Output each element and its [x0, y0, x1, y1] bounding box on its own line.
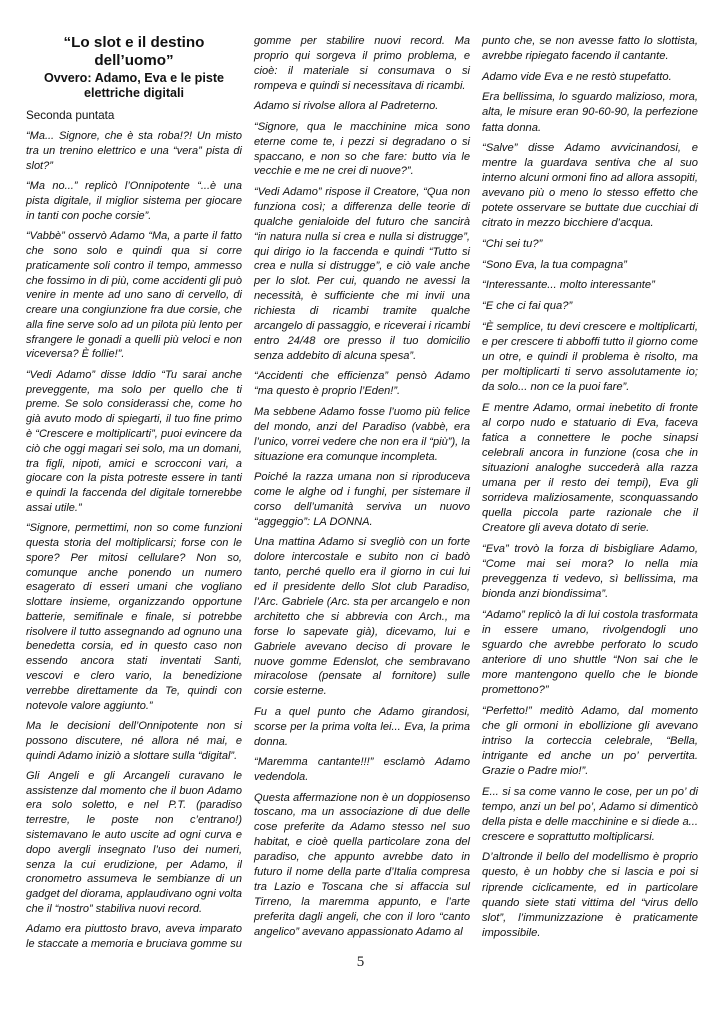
paragraph: “Vedi Adamo” rispose il Creatore, “Qua non funziona così; a differenza delle teorie di qualche genialoide del futuro che sancirà “in natura nulla si crea e nulla si distrugge”, qui dirigo io la faccenda e quindi “Tutto si crea e nulla si distrugge”, e ciò vale anche per lo slot. Per cui, quando ne avessi la necessità, è sufficiente che mi invii una richiesta di ricambi tramite qualche arcangelo di passaggio, e riceverai i ricambi entro 24/48 ore presso il tuo domicilio senza addebito di alcuna spesa”.	[254, 185, 470, 362]
paragraph: E mentre Adamo, ormai inebetito di fronte al corpo nudo e statuario di Eva, faceva fatica a connettere le poche sinapsi celebrali ancora in funzione (cosa che in situazioni analoghe succederà alla razza umana per il resto dei tempi), Eva gli sorrideva maliziosamente, sconquassando quella piccola parte razionale che il Creatore gli aveva dotato di serie.	[482, 401, 698, 535]
paragraph: “Chi sei tu?”	[482, 238, 543, 251]
paragraph: Adamo vide Eva e ne restò stupefatto.	[482, 70, 672, 83]
paragraph: “Eva” trovò la forza di bisbigliare Adamo, “Come mai sei mora? Io nella mia preveggenza ti vedevo, sì bellissima, ma bionda anzi biondissima”.	[482, 542, 698, 600]
paragraph: “È semplice, tu devi crescere e moltiplicarti, e per crescere ti abboffi tutto il giorno come un otre, e quindi il problema è risolto, ma per moltiplicarti ti servo assolutamente io; da solo... non ce la puoi fare”.	[482, 320, 698, 393]
paragraph: “Vabbè” osservò Adamo “Ma, a parte il fatto che sono solo e quindi qua si corre praticamente soli contro il tempo, ammesso che fossimo in di più, come accidenti gli può venire in mente ad uno sano di cervello, di creare una congiunzione fra due corsie, che alla fine serve solo ad un pilota più lento per sfrangere le gonadi a quelli più veloci e non viceversa? È follie!”.	[26, 230, 242, 361]
article-subtitle: Ovvero: Adamo, Eva e le piste elettriche digitali	[43, 70, 225, 101]
paragraph: Una mattina Adamo si svegliò con un forte dolore intercostale e subito non ci badò tanto, perché quello era il giorno in cui lui ed il presidente dello Slot club Paradiso, l’Arc. Gabriele (Arc. sta per arcangelo e non architetto che si abbrevia con Arch., ma forse lo sapevate già), dicevamo, lui e Gabriele avevano deciso di provare le nuove gomme Edenslot, che sembravano miracolose (pensate al fornitore) sulle corsie esterne.	[254, 536, 470, 698]
paragraph: “Ma... Signore, che è sta roba!?! Un misto tra un trenino elettrico e una “vera” pista di slot?”	[26, 130, 242, 172]
paragraph: “Signore, qua le macchinine mica sono eterne come te, i pezzi si degradano o si spaccano, e non so che fare: butto via le vecchie e me ne crei di nuove?”.	[254, 120, 470, 178]
paragraph: punto che, se non avesse fatto lo slottista, avrebbe ripiegato facendo il cantante.	[482, 35, 698, 63]
paragraph: Adamo si rivolse allora al Padreterno.	[254, 100, 439, 113]
column-2	[254, 34, 470, 956]
paragraph: Ma sebbene Adamo fosse l’uomo più felice del mondo, anzi del Paradiso (vabbè, era l’unico, vorrei vedere che non era il “più”), la situazione era comunque incompleta.	[254, 405, 470, 463]
paragraph: Adamo era piuttosto bravo, aveva imparato le staccate a memoria e bruciava gomme su	[26, 923, 242, 951]
paragraph: D’altronde il bello del modellismo è proprio questo, è un hobby che si lascia e poi si riprende ciclicamente, ed in particolare quando siete stati vittima del “virus dello slot”, l’immunizzazione è praticamente impossibile.	[482, 851, 698, 939]
paragraph: “Perfetto!” meditò Adamo, dal momento che gli ormoni in ebollizione gli avevano intriso la corteccia celebrale, “Bella, intrigante ed anche un po’ pervertita. Grazie o Padre mio!”.	[482, 704, 698, 777]
paragraph: “Interessante... molto interessante”	[482, 279, 655, 292]
paragraph: “Adamo” replicò la di lui costola trasformata in essere umano, rivolgendogli uno sguardo che avrebbe perforato lo scudo anteriore di uno shuttle “Non sai che le more mantengono quello che le bionde promettono?”	[482, 608, 698, 696]
paragraph: “Vedi Adamo” disse Iddio “Tu sarai anche preveggente, ma solo per quello che ti preme. Se solo considerassi che, come ho già avuto modo di spiegarti, il tuo fine primo è “Crescere e moltiplicarti”, puoi evincere da ciò che oggi magari sei solo, ma un domani, tra figli, nipoti, amici e scrocconi vari, a giocare con la pista potreste essere in tanti e quindi la faccenda del digitale tornerebbe assai utile.”	[26, 368, 242, 514]
paragraph: Ma le decisioni dell’Onnipotente non si possono discutere, né allora né mai, e quindi Adamo iniziò a slottare sulla “digital”.	[26, 719, 242, 762]
article-title: “Lo slot e il destino dell’uomo”	[63, 34, 205, 69]
paragraph: Era bellissima, lo sguardo malizioso, mora, alta, le misure eran 90-60-90, la perfezione fatta donna.	[482, 91, 698, 134]
paragraph: “Ma no...” replicò l’Onnipotente “...è una pista digitale, il miglior sistema per giocare in tanti con poche corsie”.	[26, 180, 242, 222]
paragraph: “Salve” disse Adamo avvicinandosi, e mentre la guardava sentiva che al suo interno alcuni ormoni fino ad allora assopiti, avevano più o meno lo stesso effetto che potete osservare se buttate due cucchiai di citrato in mezzo bicchiere d’acqua.	[482, 142, 698, 230]
paragraph: Questa affermazione non è un doppiosenso toscano, ma un associazione di due delle cose preferite da Adamo stesso nel suo habitat, e cioè quella particolare zona del paradiso, che appunto avrebbe dato in futuro il nome della parte d’Italia compresa tra Lazio e Toscana che si affaccia sul Tirreno, la maremma appunto, e l’arte preferita dagli angeli, che con il loro “canto angelico” avevano appassionato Adamo al	[254, 791, 470, 938]
article-page	[26, 34, 698, 956]
paragraph: “Accidenti che efficienza” pensò Adamo “ma questo è proprio l’Eden!”.	[254, 370, 470, 398]
paragraph: Gli Angeli e gli Arcangeli curavano le assistenze dal momento che il buon Adamo era solo soletto, e nel P.T. (paradiso terrestre, le poste non c’entrano!) sistemavano le auto uscite ad ogni curva e dopo avergli insegnato l’uso dei numeri, senza la cui erudizione, per Adamo, il cronometro assumeva le sembianze di un gadget del diorama, applaudivano ogni volta che il “nostro” stabiliva nuovi record.	[26, 769, 242, 915]
paragraph: gomme per stabilire nuovi record. Ma proprio qui sorgeva il primo problema, e cioè: il materiale si consumava o si rompeva e quindi si necessitava di ricambi.	[254, 35, 470, 92]
column-1	[26, 34, 242, 956]
paragraph: Fu a quel punto che Adamo girandosi, scorse per la prima volta lei... Eva, la prima donna.	[254, 705, 470, 748]
paragraph: “E che ci fai qua?”	[482, 300, 573, 313]
paragraph: Poiché la razza umana non si riproduceva come le alghe od i funghi, per sistemare il corso dell’umanità serviva un nuovo “aggeggio”: LA DONNA.	[254, 471, 470, 528]
paragraph: “Maremma cantante!!!” esclamò Adamo vedendola.	[254, 756, 470, 784]
paragraph: E... si sa come vanno le cose, per un po’ di tempo, anzi un bel po’, Adamo si dimenticò della pista e delle macchinine e si diede a... crescere e soprattutto moltiplicarsi.	[482, 785, 698, 843]
section-label: Seconda puntata	[26, 108, 115, 122]
page-number: 5	[356, 954, 365, 970]
column-3	[482, 34, 698, 956]
paragraph: “Signore, permettimi, non so come funzioni questa storia del moltiplicarsi; forse con le spore? Per mitosi cellulare? Non so, comunque anche ponendo un numero esagerato di esseri umani che vogliano slottare insieme, organizzando opportune batterie, semifinale e finale, si potrebbe risolvere il tutto assegnando ad ognuno una benedetta corsia, ed in questo caso non essendo ancora stati inventati Santi, vescovi e clero vario, la benedizione verrebbe direttamente da Te, quindi con notevole valore aggiunto.”	[26, 522, 242, 712]
paragraph: “Sono Eva, la tua compagna”	[482, 258, 627, 271]
